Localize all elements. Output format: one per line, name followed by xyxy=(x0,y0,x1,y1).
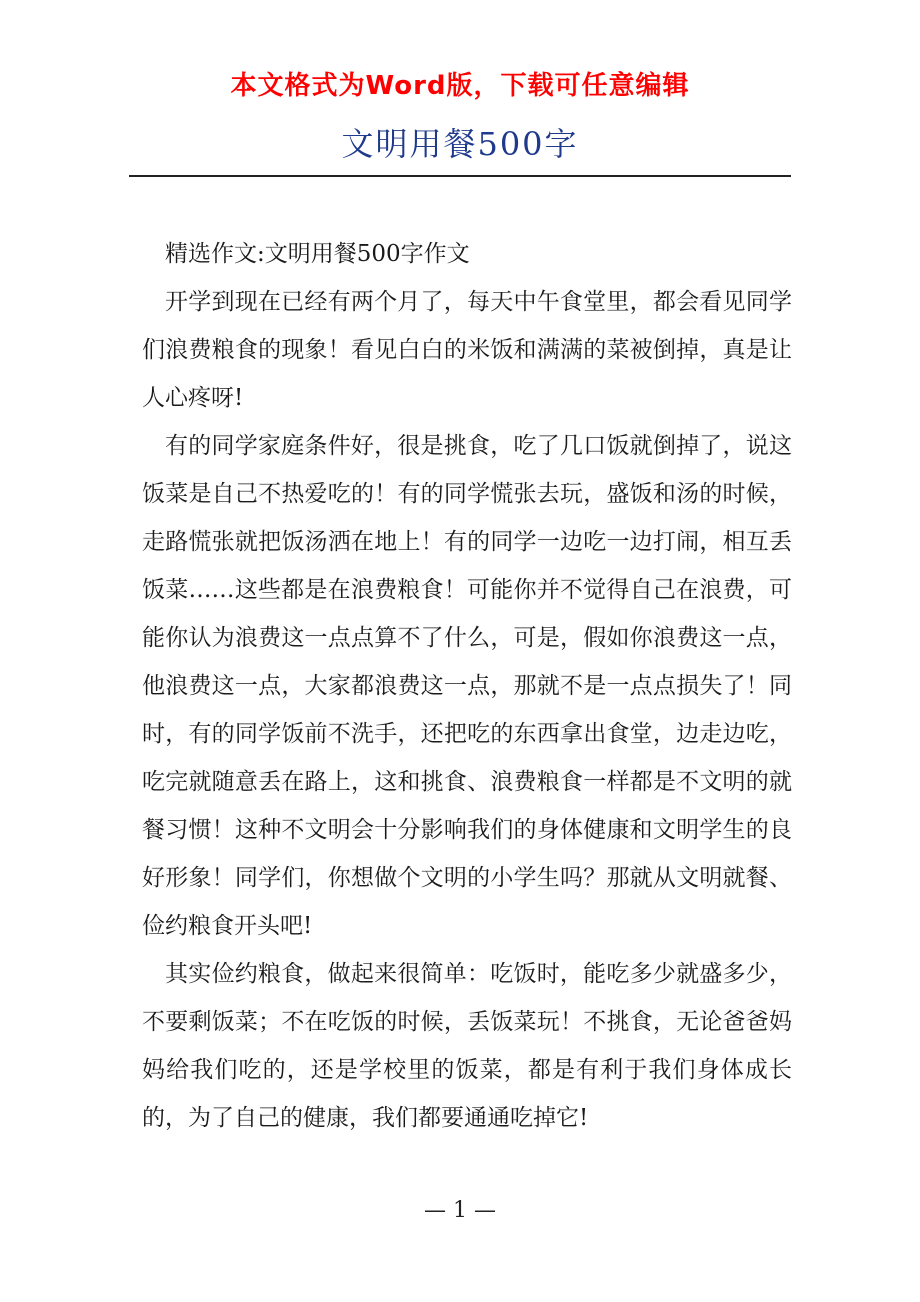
paragraph-1: 开学到现在已经有两个月了，每天中午食堂里，都会看见同学们浪费粮食的现象！看见白白的米饭和满满的菜被倒掉，真是让人心疼呀! xyxy=(142,289,792,411)
document-title: 文明用餐500字 xyxy=(341,125,579,163)
article-body xyxy=(142,230,792,1142)
paragraph-3: 其实俭约粮食，做起来很简单：吃饭时，能吃多少就盛多少，不要剩饭菜；不在吃饭的时候，丢饭菜玩！不挑食，无论爸爸妈妈给我们吃的，还是学校里的饭菜，都是有利于我们身体成长的，为了自己的健康，我们都要通通吃掉它! xyxy=(142,961,792,1131)
paragraph-2: 有的同学家庭条件好，很是挑食，吃了几口饭就倒掉了，说这饭菜是自己不热爱吃的！有的同学慌张去玩，盛饭和汤的时候，走路慌张就把饭汤洒在地上！有的同学一边吃一边打闹，相互丢饭菜……这些都是在浪费粮食！可能你并不觉得自己在浪费，可能你认为浪费这一点点算不了什么，可是，假如你浪费这一点，他浪费这一点，大家都浪费这一点，那就不是一点点损失了！同时，有的同学饭前不洗手，还把吃的东西拿出食堂，边走边吃，吃完就随意丢在路上，这和挑食、浪费粮食一样都是不文明的就餐习惯！这种不文明会十分影响我们的身体健康和文明学生的良好形象！同学们，你想做个文明的小学生吗？那就从文明就餐、俭约粮食开头吧! xyxy=(142,433,792,939)
page-number: — 1 — xyxy=(424,1198,496,1223)
title-divider xyxy=(129,175,791,177)
article-lead: 精选作文:文明用餐500字作文 xyxy=(165,241,470,267)
download-notice-banner: 本文格式为Word版，下载可任意编辑 xyxy=(230,71,690,101)
